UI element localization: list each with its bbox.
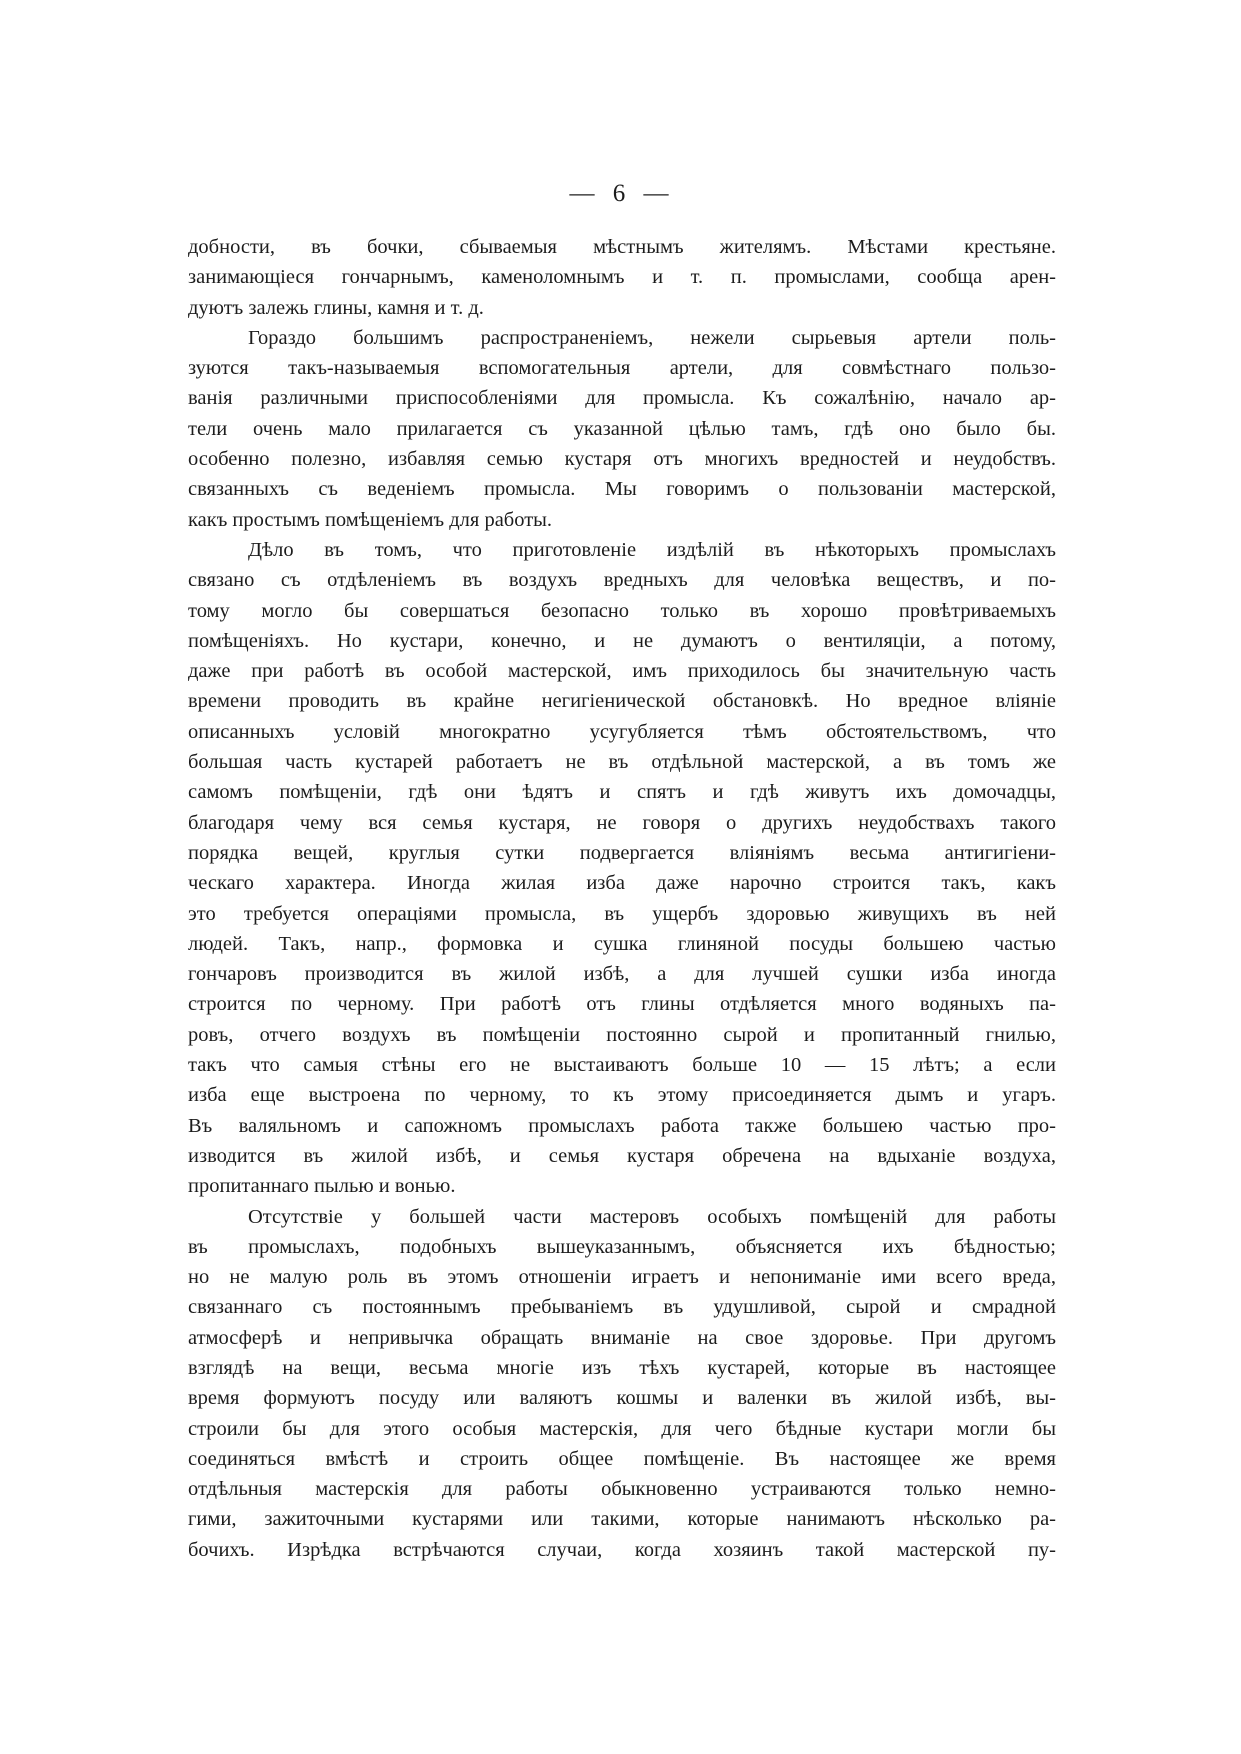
text-line: ванiя различными приспособленiями для промысла. Къ сожалѣнiю, начало ар- [188,387,1056,410]
text-line: связаннаго съ постояннымъ пребыванiемъ въ удушливой, сырой и смрадной [188,1296,1056,1319]
text-line: въ промыслахъ, подобныхъ вышеуказаннымъ, объясняется ихъ бѣдностью; [188,1235,1056,1258]
text-line: атмосферѣ и непривычка обращать вниманiе на свое здоровье. При другомъ [188,1326,1056,1349]
text-line: строится по черному. При работѣ отъ глины отдѣляется много водяныхъ па- [188,993,1056,1016]
text-line: самомъ помѣщенiи, гдѣ они ѣдятъ и спятъ и гдѣ живутъ ихъ домочадцы, [188,781,1056,804]
text-line: занимающiеся гончарнымъ, каменоломнымъ и т. п. промыслами, сообща арен- [188,266,1056,289]
text-line: какъ простымъ помѣщенiемъ для работы. [188,508,553,531]
text-line: отдѣльныя мастерскiя для работы обыкновенно устраиваются только немно- [188,1478,1056,1501]
text-line: ровъ, отчего воздухъ въ помѣщенiи постоянно сырой и пропитанный гнилью, [188,1023,1056,1046]
text-line: Дѣло въ томъ, что приготовленiе издѣлiй въ нѣкоторыхъ промыслахъ [248,538,1056,561]
text-line: изводится въ жилой избѣ, и семья кустаря обречена на вдыханiе воздуха, [188,1144,1056,1167]
text-line: гончаровъ производится въ жилой избѣ, а для лучшей сушки изба иногда [188,963,1056,986]
text-line: порядка вещей, круглыя сутки подвергается влiянiямъ весьма антигигiени- [188,841,1056,864]
paragraph [188,232,1056,323]
text-line: особенно полезно, избавляя семью кустаря отъ многихъ вредностей и неудобствъ. [188,448,1056,471]
text-line: большая часть кустарей работаетъ не въ отдѣльной мастерской, а въ томъ же [188,751,1056,774]
paragraph [188,1202,1056,1566]
text-line: Гораздо большимъ распространенiемъ, нежели сырьевыя артели поль- [248,326,1056,349]
text-line: взглядѣ на вещи, весьма многiе изъ тѣхъ кустарей, которые въ настоящее [188,1356,1056,1379]
text-line: даже при работѣ въ особой мастерской, имъ приходилось бы значительную часть [188,660,1056,683]
text-line: бочихъ. Изрѣдка встрѣчаются случаи, когда хозяинъ такой мастерской пу- [188,1538,1056,1561]
text-line: благодаря чему вся семья кустаря, не говоря о другихъ неудобствахъ такого [188,811,1056,834]
text-line: соединяться вмѣстѣ и строить общее помѣщенiе. Въ настоящее же время [188,1447,1056,1470]
text-line: людей. Такъ, напр., формовка и сушка глиняной посуды большею частью [188,932,1056,955]
text-line: Въ валяльномъ и сапожномъ промыслахъ работа также большею частью про- [188,1114,1056,1137]
text-line: связано съ отдѣленiемъ въ воздухъ вредныхъ для человѣка веществъ, и по- [188,569,1056,592]
text-line: пропитаннаго пылью и вонью. [188,1175,456,1198]
text-line: дуютъ залежь глины, камня и т. д. [188,296,484,319]
text-line: строили бы для этого особыя мастерскiя, для чего бѣдные кустари могли бы [188,1417,1056,1440]
text-line: изба еще выстроена по черному, то къ этому присоединяется дымъ и угаръ. [188,1084,1056,1107]
text-line: добности, въ бочки, сбываемыя мѣстнымъ жителямъ. Мѣстами крестьяне. [188,236,1056,258]
text-line: описанныхъ условiй многократно усугубляется тѣмъ обстоятельствомъ, что [188,720,1056,743]
text-line: время формуютъ посуду или валяютъ кошмы и валенки въ жилой избѣ, вы- [188,1387,1056,1410]
text-line: это требуется операцiями промысла, въ ущербъ здоровью живущихъ въ ней [188,902,1056,925]
text-line: ческаго характера. Иногда жилая изба даже нарочно строится такъ, какъ [188,872,1056,895]
text-line: связанныхъ съ веденiемъ промысла. Мы говоримъ о пользованiи мастерской, [188,478,1056,501]
paragraph [188,323,1056,535]
text-line: помѣщенiяхъ. Но кустари, конечно, и не думаютъ о вентиляцiи, а потому, [188,629,1056,652]
body-text [188,232,1056,1565]
page-number: — 6 — [569,180,675,207]
text-line: такъ что самыя стѣны его не выстаиваютъ больше 10 — 15 лѣтъ; а если [188,1054,1056,1077]
paragraph [188,535,1056,1202]
text-line: времени проводить въ крайне негигiенической обстановкѣ. Но вредное влiянiе [188,690,1056,713]
text-line: тели очень мало прилагается съ указанной цѣлью тамъ, гдѣ оно было бы. [188,417,1056,440]
document-page [188,180,1056,1565]
text-line: Отсутствiе у большей части мастеровъ особыхъ помѣщенiй для работы [248,1205,1056,1228]
text-line: зуются такъ-называемыя вспомогательныя артели, для совмѣстнаго пользо- [188,357,1056,380]
text-line: но не малую роль въ этомъ отношенiи играетъ и непониманiе ими всего вреда, [188,1266,1056,1289]
text-line: гими, зажиточными кустарями или такими, которые нанимаютъ нѣсколько ра- [188,1508,1056,1531]
text-line: тому могло бы совершаться безопасно только въ хорошо провѣтриваемыхъ [188,599,1056,622]
